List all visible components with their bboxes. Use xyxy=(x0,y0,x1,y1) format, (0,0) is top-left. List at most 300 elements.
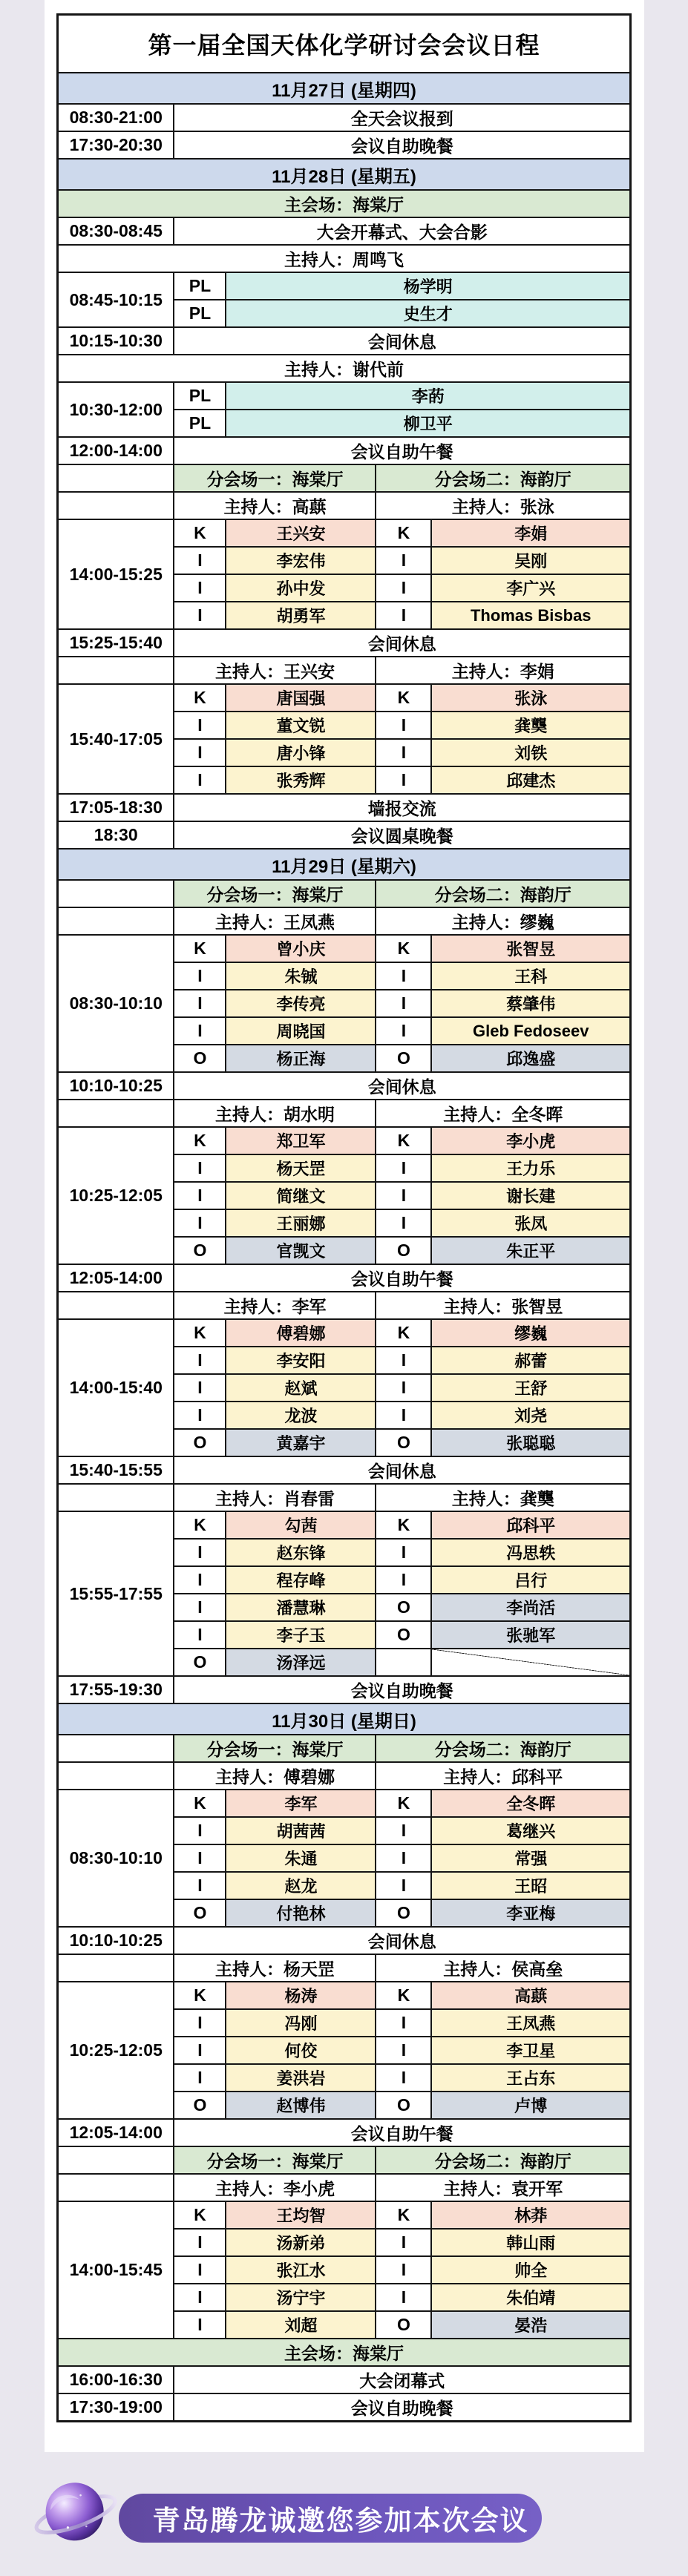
speaker-cell: 高蕻 xyxy=(431,1982,630,2009)
talk-type-cell: I xyxy=(376,1402,431,1429)
speaker-cell: 史生才 xyxy=(226,300,630,327)
talk-type-cell: I xyxy=(376,2229,431,2256)
event-label: 会议自助午餐 xyxy=(174,1264,630,1292)
schedule-row xyxy=(57,159,630,190)
event-label: 大会开幕式、大会合影 xyxy=(174,217,630,245)
speaker-cell: Gleb Fedoseev xyxy=(431,1017,630,1045)
talk-type-cell: I xyxy=(174,1594,226,1621)
talk-type-cell: I xyxy=(174,2037,226,2064)
schedule-row xyxy=(57,1072,630,1100)
speaker-cell: 张凤 xyxy=(431,1209,630,1237)
talk-type-cell: O xyxy=(376,1899,431,1927)
speaker-cell: 卢博 xyxy=(431,2092,630,2119)
session-chair-right: 主持人：全冬晖 xyxy=(376,1100,630,1127)
speaker-cell: 潘慧琳 xyxy=(226,1594,376,1621)
time-cell: 15:55-17:55 xyxy=(57,1511,174,1676)
talk-type-cell: K xyxy=(174,1319,226,1347)
speaker-cell: 龙波 xyxy=(226,1402,376,1429)
speaker-cell: 蔡肇伟 xyxy=(431,990,630,1017)
schedule-row xyxy=(57,190,630,217)
talk-type-cell: I xyxy=(376,766,431,794)
talk-type-cell: I xyxy=(376,547,431,574)
time-cell: 12:05-14:00 xyxy=(57,2119,174,2146)
talk-type-cell: O xyxy=(376,1237,431,1264)
speaker-cell: 朱正平 xyxy=(431,1237,630,1264)
event-label: 大会闭幕式 xyxy=(174,2366,630,2393)
talk-type-cell: I xyxy=(376,2037,431,2064)
schedule-row xyxy=(57,1456,630,1484)
time-cell: 10:15-10:30 xyxy=(57,327,174,355)
talk-type-cell: I xyxy=(376,1182,431,1209)
schedule-row xyxy=(57,1703,630,1735)
time-cell: 14:00-15:45 xyxy=(57,2201,174,2339)
schedule-row xyxy=(57,907,630,935)
speaker-cell: 王舒 xyxy=(431,1374,630,1402)
schedule-row xyxy=(57,1735,630,1762)
schedule-row xyxy=(57,382,630,410)
speaker-cell: 张智昱 xyxy=(431,935,630,962)
schedule-row xyxy=(57,519,630,547)
schedule-row xyxy=(57,355,630,382)
talk-type-cell: I xyxy=(174,1154,226,1182)
talk-type-cell: I xyxy=(376,602,431,629)
speaker-cell: 李尚活 xyxy=(431,1594,630,1621)
talk-type-cell: I xyxy=(376,1209,431,1237)
time-cell: 12:05-14:00 xyxy=(57,1264,174,1292)
schedule-row xyxy=(57,131,630,159)
schedule-row xyxy=(57,1982,630,2009)
talk-type-cell: O xyxy=(376,2092,431,2119)
talk-type-cell: K xyxy=(376,1319,431,1347)
speaker-cell: 李广兴 xyxy=(431,574,630,602)
time-cell: 10:10-10:25 xyxy=(57,1072,174,1100)
talk-type-cell: O xyxy=(174,1045,226,1072)
talk-type-cell: PL xyxy=(174,300,226,327)
session-chair-left: 主持人：王凤燕 xyxy=(174,907,376,935)
speaker-cell: 李军 xyxy=(226,1790,376,1817)
speaker-cell xyxy=(431,1649,630,1676)
event-label: 会间休息 xyxy=(174,1072,630,1100)
speaker-cell: 朱伯靖 xyxy=(431,2284,630,2311)
talk-type-cell: I xyxy=(174,1872,226,1899)
invitation-banner xyxy=(119,2494,542,2543)
talk-type-cell: I xyxy=(376,574,431,602)
time-cell: 14:00-15:25 xyxy=(57,519,174,629)
speaker-cell: 唐国强 xyxy=(226,684,376,712)
event-label: 会议自助晚餐 xyxy=(174,2393,630,2422)
speaker-cell: 孙中发 xyxy=(226,574,376,602)
schedule-row xyxy=(57,1127,630,1154)
date-header: 11月27日 (星期四) xyxy=(57,73,630,104)
speaker-cell: 胡勇军 xyxy=(226,602,376,629)
schedule-row xyxy=(57,2146,630,2174)
event-label: 墙报交流 xyxy=(174,794,630,821)
speaker-cell: 王兴安 xyxy=(226,519,376,547)
time-cell: 18:30 xyxy=(57,821,174,849)
speaker-cell: 王丽娜 xyxy=(226,1209,376,1237)
speaker-cell: 朱通 xyxy=(226,1844,376,1872)
schedule-row xyxy=(57,2201,630,2229)
event-label: 会议圆桌晚餐 xyxy=(174,821,630,849)
session-chair-right: 主持人：张泳 xyxy=(376,492,630,519)
speaker-cell: 李卫星 xyxy=(431,2037,630,2064)
speaker-cell: 王占东 xyxy=(431,2064,630,2092)
talk-type-cell: I xyxy=(174,2009,226,2037)
speaker-cell: Thomas Bisbas xyxy=(431,602,630,629)
schedule-row xyxy=(57,935,630,962)
talk-type-cell: I xyxy=(174,1017,226,1045)
time-cell: 16:00-16:30 xyxy=(57,2366,174,2393)
empty-cell xyxy=(57,1954,174,1982)
schedule-row xyxy=(57,272,630,300)
speaker-cell: 黄嘉宇 xyxy=(226,1429,376,1456)
speaker-cell: 邱建杰 xyxy=(431,766,630,794)
talk-type-cell: K xyxy=(376,2201,431,2229)
talk-type-cell: O xyxy=(174,2092,226,2119)
speaker-cell: 唐小锋 xyxy=(226,739,376,766)
speaker-cell: 李传亮 xyxy=(226,990,376,1017)
speaker-cell: 王力乐 xyxy=(431,1154,630,1182)
speaker-cell: 全冬晖 xyxy=(431,1790,630,1817)
schedule-row xyxy=(57,2119,630,2146)
schedule-row xyxy=(57,2393,630,2422)
talk-type-cell: PL xyxy=(174,410,226,437)
time-cell: 08:30-10:10 xyxy=(57,935,174,1072)
talk-type-cell: K xyxy=(376,1511,431,1539)
empty-cell xyxy=(57,464,174,492)
talk-type-cell: I xyxy=(376,1017,431,1045)
speaker-cell: 张秀辉 xyxy=(226,766,376,794)
talk-type-cell: I xyxy=(174,1374,226,1402)
speaker-cell: 缪巍 xyxy=(431,1319,630,1347)
schedule-card xyxy=(45,0,644,2452)
speaker-cell: 杨涛 xyxy=(226,1982,376,2009)
speaker-cell: 官觊文 xyxy=(226,1237,376,1264)
time-cell: 08:30-08:45 xyxy=(57,217,174,245)
talk-type-cell: I xyxy=(376,2256,431,2284)
schedule-row xyxy=(57,104,630,131)
speaker-cell: 李宏伟 xyxy=(226,547,376,574)
speaker-cell: 朱铖 xyxy=(226,962,376,990)
talk-type-cell: I xyxy=(174,1182,226,1209)
speaker-cell: 张聪聪 xyxy=(431,1429,630,1456)
schedule-row xyxy=(57,849,630,880)
speaker-cell: 张江水 xyxy=(226,2256,376,2284)
schedule-row xyxy=(57,2339,630,2366)
schedule-row xyxy=(57,217,630,245)
schedule-row xyxy=(57,2366,630,2393)
speaker-cell: 勾茜 xyxy=(226,1511,376,1539)
speaker-cell: 邱科平 xyxy=(431,1511,630,1539)
speaker-cell: 韩山雨 xyxy=(431,2229,630,2256)
speaker-cell: 王科 xyxy=(431,962,630,990)
schedule-row xyxy=(57,1954,630,1982)
empty-cell xyxy=(57,1735,174,1762)
session-chair-left: 主持人：肖春雷 xyxy=(174,1484,376,1511)
event-label: 会议自助午餐 xyxy=(174,2119,630,2146)
talk-type-cell: O xyxy=(376,1429,431,1456)
talk-type-cell: I xyxy=(174,1817,226,1844)
talk-type-cell: K xyxy=(376,1790,431,1817)
time-cell: 08:45-10:15 xyxy=(57,272,174,327)
talk-type-cell: I xyxy=(174,739,226,766)
session-venue-left: 分会场一：海棠厅 xyxy=(174,880,376,907)
speaker-cell: 周晓国 xyxy=(226,1017,376,1045)
talk-type-cell: I xyxy=(174,712,226,739)
talk-type-cell: I xyxy=(376,1539,431,1566)
schedule-row xyxy=(57,1264,630,1292)
speaker-cell: 吕行 xyxy=(431,1566,630,1594)
speaker-cell: 简继文 xyxy=(226,1182,376,1209)
schedule-row xyxy=(57,1676,630,1703)
session-chair-right: 主持人：李娟 xyxy=(376,657,630,684)
talk-type-cell: I xyxy=(174,1402,226,1429)
session-chair-right: 主持人：张智昱 xyxy=(376,1292,630,1319)
time-cell: 17:30-20:30 xyxy=(57,131,174,159)
talk-type-cell: I xyxy=(174,1347,226,1374)
session-chair-right: 主持人：侯高垒 xyxy=(376,1954,630,1982)
time-cell: 08:30-10:10 xyxy=(57,1790,174,1927)
speaker-cell: 汤泽远 xyxy=(226,1649,376,1676)
talk-type-cell: I xyxy=(376,1844,431,1872)
speaker-cell: 姜洪岩 xyxy=(226,2064,376,2092)
empty-cell xyxy=(57,657,174,684)
session-chair-right: 主持人：龚龑 xyxy=(376,1484,630,1511)
talk-type-cell: I xyxy=(174,1539,226,1566)
footer xyxy=(0,2452,688,2576)
talk-type-cell: K xyxy=(174,519,226,547)
talk-type-cell: I xyxy=(174,602,226,629)
talk-type-cell: I xyxy=(174,2311,226,2339)
event-label: 会间休息 xyxy=(174,1927,630,1954)
time-cell: 15:40-17:05 xyxy=(57,684,174,794)
talk-type-cell: I xyxy=(174,1621,226,1649)
speaker-cell: 李娟 xyxy=(431,519,630,547)
speaker-cell: 汤宁宇 xyxy=(226,2284,376,2311)
session-chair: 主持人：谢代前 xyxy=(57,355,630,382)
talk-type-cell: O xyxy=(174,1649,226,1676)
speaker-cell: 杨学明 xyxy=(226,272,630,300)
talk-type-cell: O xyxy=(376,1045,431,1072)
talk-type-cell: I xyxy=(174,962,226,990)
empty-cell xyxy=(57,1762,174,1790)
talk-type-cell: K xyxy=(174,1982,226,2009)
talk-type-cell: I xyxy=(376,1154,431,1182)
talk-type-cell: I xyxy=(376,1347,431,1374)
session-chair-left: 主持人：李军 xyxy=(174,1292,376,1319)
time-cell: 10:25-12:05 xyxy=(57,1982,174,2119)
talk-type-cell: I xyxy=(174,2064,226,2092)
talk-type-cell: I xyxy=(376,739,431,766)
speaker-cell: 吴刚 xyxy=(431,547,630,574)
time-cell: 10:30-12:00 xyxy=(57,382,174,437)
speaker-cell: 李菂 xyxy=(226,382,630,410)
speaker-cell: 李小虎 xyxy=(431,1127,630,1154)
session-chair-left: 主持人：李小虎 xyxy=(174,2174,376,2201)
event-label: 会间休息 xyxy=(174,1456,630,1484)
speaker-cell: 王昭 xyxy=(431,1872,630,1899)
talk-type-cell: O xyxy=(174,1429,226,1456)
speaker-cell: 汤新弟 xyxy=(226,2229,376,2256)
schedule-row xyxy=(57,437,630,464)
schedule-row xyxy=(57,1292,630,1319)
time-cell: 14:00-15:40 xyxy=(57,1319,174,1456)
talk-type-cell: K xyxy=(174,935,226,962)
empty-cell xyxy=(57,880,174,907)
talk-type-cell: K xyxy=(376,519,431,547)
schedule-row xyxy=(57,1100,630,1127)
session-chair-left: 主持人：王兴安 xyxy=(174,657,376,684)
speaker-cell: 冯思轶 xyxy=(431,1539,630,1566)
talk-type-cell: K xyxy=(174,684,226,712)
talk-type-cell: I xyxy=(376,2064,431,2092)
talk-type-cell: I xyxy=(376,1817,431,1844)
saturn-planet-icon xyxy=(31,2468,120,2557)
speaker-cell: 杨天罡 xyxy=(226,1154,376,1182)
speaker-cell: 张驰军 xyxy=(431,1621,630,1649)
page-title: 第一届全国天体化学研讨会会议日程 xyxy=(57,15,630,73)
event-label: 会议自助晚餐 xyxy=(174,131,630,159)
schedule-row xyxy=(57,821,630,849)
time-cell: 10:10-10:25 xyxy=(57,1927,174,1954)
time-cell: 15:40-15:55 xyxy=(57,1456,174,1484)
speaker-cell: 李安阳 xyxy=(226,1347,376,1374)
time-cell: 15:25-15:40 xyxy=(57,629,174,657)
date-header: 11月28日 (星期五) xyxy=(57,159,630,190)
session-chair-right: 主持人：袁开军 xyxy=(376,2174,630,2201)
session-chair: 主持人：周鸣飞 xyxy=(57,245,630,272)
speaker-cell: 冯刚 xyxy=(226,2009,376,2037)
speaker-cell: 刘尧 xyxy=(431,1402,630,1429)
speaker-cell: 何佼 xyxy=(226,2037,376,2064)
speaker-cell: 龚龑 xyxy=(431,712,630,739)
schedule-row xyxy=(57,1511,630,1539)
session-chair-left: 主持人：杨天罡 xyxy=(174,1954,376,1982)
speaker-cell: 刘铁 xyxy=(431,739,630,766)
schedule-table-body xyxy=(57,15,630,2422)
speaker-cell: 王均智 xyxy=(226,2201,376,2229)
schedule-row xyxy=(57,684,630,712)
time-cell: 17:05-18:30 xyxy=(57,794,174,821)
schedule-row xyxy=(57,1762,630,1790)
event-label: 会议自助晚餐 xyxy=(174,1676,630,1703)
schedule-row xyxy=(57,2174,630,2201)
talk-type-cell: I xyxy=(376,2284,431,2311)
venue-header: 主会场：海棠厅 xyxy=(57,2339,630,2366)
session-chair-right: 主持人：邱科平 xyxy=(376,1762,630,1790)
venue-header: 主会场：海棠厅 xyxy=(57,190,630,217)
talk-type-cell: K xyxy=(174,1511,226,1539)
empty-cell xyxy=(57,1100,174,1127)
speaker-cell: 程存峰 xyxy=(226,1566,376,1594)
schedule-row xyxy=(57,629,630,657)
session-chair-right: 主持人：缪巍 xyxy=(376,907,630,935)
speaker-cell: 郑卫军 xyxy=(226,1127,376,1154)
time-cell: 10:25-12:05 xyxy=(57,1127,174,1264)
talk-type-cell: K xyxy=(174,1127,226,1154)
talk-type-cell: I xyxy=(174,990,226,1017)
empty-cell xyxy=(57,1292,174,1319)
talk-type-cell: K xyxy=(376,684,431,712)
schedule-row xyxy=(57,794,630,821)
speaker-cell: 帅全 xyxy=(431,2256,630,2284)
session-chair-left: 主持人：傅碧娜 xyxy=(174,1762,376,1790)
schedule-row xyxy=(57,1319,630,1347)
speaker-cell: 赵东锋 xyxy=(226,1539,376,1566)
empty-cell xyxy=(57,1484,174,1511)
session-venue-left: 分会场一：海棠厅 xyxy=(174,464,376,492)
session-venue-right: 分会场二：海韵厅 xyxy=(376,880,630,907)
speaker-cell: 董文锐 xyxy=(226,712,376,739)
session-chair-left: 主持人：胡水明 xyxy=(174,1100,376,1127)
empty-cell xyxy=(57,2174,174,2201)
schedule-row xyxy=(57,492,630,519)
session-venue-left: 分会场一：海棠厅 xyxy=(174,1735,376,1762)
speaker-cell: 付艳林 xyxy=(226,1899,376,1927)
talk-type-cell: I xyxy=(376,712,431,739)
empty-cell xyxy=(57,2146,174,2174)
event-label: 会间休息 xyxy=(174,629,630,657)
event-label: 全天会议报到 xyxy=(174,104,630,131)
schedule-row xyxy=(57,73,630,104)
empty-cell xyxy=(57,492,174,519)
session-chair-left: 主持人：高蕻 xyxy=(174,492,376,519)
talk-type-cell: I xyxy=(376,2009,431,2037)
talk-type-cell: PL xyxy=(174,382,226,410)
speaker-cell: 邱逸盛 xyxy=(431,1045,630,1072)
talk-type-cell: K xyxy=(174,1790,226,1817)
speaker-cell: 李亚梅 xyxy=(431,1899,630,1927)
speaker-cell: 林莽 xyxy=(431,2201,630,2229)
time-cell: 12:00-14:00 xyxy=(57,437,174,464)
speaker-cell: 赵龙 xyxy=(226,1872,376,1899)
talk-type-cell: K xyxy=(174,2201,226,2229)
time-cell: 17:55-19:30 xyxy=(57,1676,174,1703)
speaker-cell: 傅碧娜 xyxy=(226,1319,376,1347)
date-header: 11月29日 (星期六) xyxy=(57,849,630,880)
schedule-row xyxy=(57,1484,630,1511)
speaker-cell: 王凤燕 xyxy=(431,2009,630,2037)
talk-type-cell: I xyxy=(376,1566,431,1594)
session-venue-left: 分会场一：海棠厅 xyxy=(174,2146,376,2174)
talk-type-cell: I xyxy=(174,1844,226,1872)
session-venue-right: 分会场二：海韵厅 xyxy=(376,2146,630,2174)
schedule-row xyxy=(57,15,630,73)
invitation-text: 青岛腾龙诚邀您参加本次会议 xyxy=(152,2506,529,2536)
talk-type-cell: I xyxy=(174,547,226,574)
time-cell: 17:30-19:00 xyxy=(57,2393,174,2422)
schedule-row xyxy=(57,880,630,907)
schedule-row xyxy=(57,245,630,272)
talk-type-cell: I xyxy=(174,1566,226,1594)
talk-type-cell: I xyxy=(174,1209,226,1237)
speaker-cell: 柳卫平 xyxy=(226,410,630,437)
speaker-cell: 赵斌 xyxy=(226,1374,376,1402)
schedule-row xyxy=(57,464,630,492)
event-label: 会议自助午餐 xyxy=(174,437,630,464)
speaker-cell: 曾小庆 xyxy=(226,935,376,962)
session-venue-right: 分会场二：海韵厅 xyxy=(376,1735,630,1762)
event-label: 会间休息 xyxy=(174,327,630,355)
speaker-cell: 李子玉 xyxy=(226,1621,376,1649)
speaker-cell: 刘超 xyxy=(226,2311,376,2339)
talk-type-cell: I xyxy=(376,990,431,1017)
speaker-cell: 郝蕾 xyxy=(431,1347,630,1374)
speaker-cell: 胡茜茜 xyxy=(226,1817,376,1844)
talk-type-cell xyxy=(376,1649,431,1676)
speaker-cell: 杨正海 xyxy=(226,1045,376,1072)
empty-cell xyxy=(57,907,174,935)
